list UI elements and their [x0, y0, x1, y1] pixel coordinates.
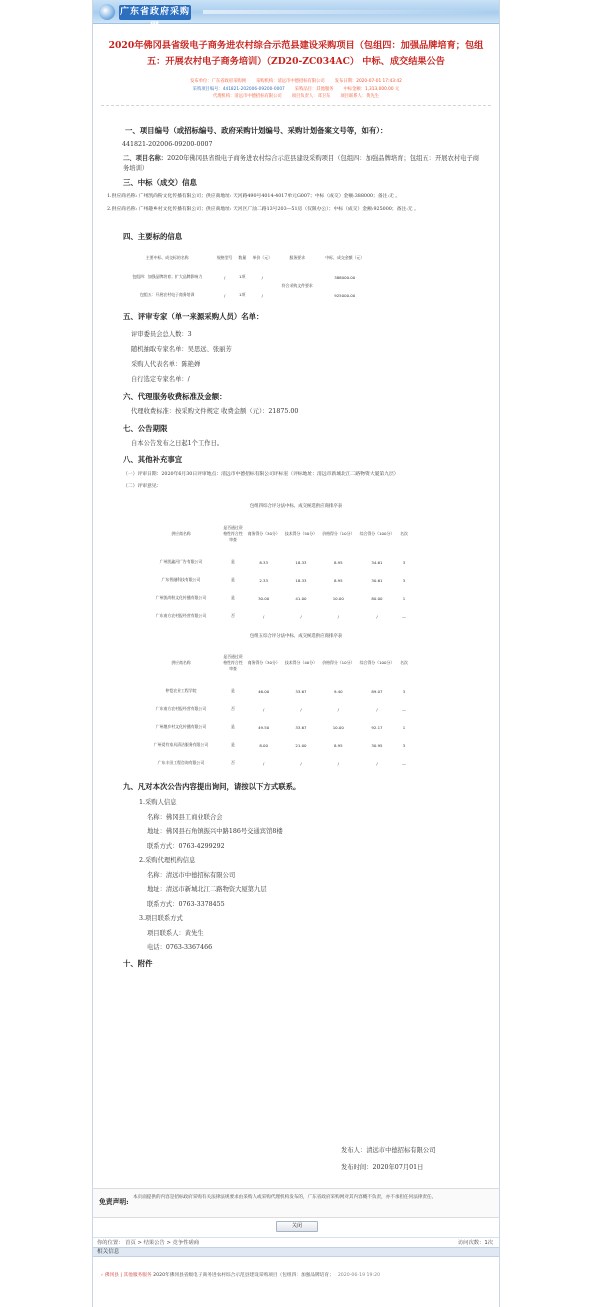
page-title: 2020年佛冈县省级电子商务进农村综合示范县建设采购项目（包组四：加强品牌培育；包组五：开展农村电子商务培训）（ZD20-ZC034AC） 中标、成交结果公告	[108, 40, 484, 67]
section9-heading: 九、凡对本次公告内容提出询问，请按以下方式联系。	[123, 782, 301, 791]
signature: 发布人：清远市中德招标有限公司 发布时间：2020年07月01日	[341, 1147, 436, 1171]
divider	[101, 105, 491, 106]
main-items-table: 主要中标、成交标的名称 规格型号 数量 单价（元） 服务要求 中标、成交金额（元） 包组四：加强品牌培育；扩大品牌影响力 / 1项 / 符合采购文件要求 388000.00 包组五：开展农村电子商务培训 / 1项 / 925000.00	[121, 248, 371, 304]
disclaimer	[93, 1188, 499, 1218]
close-button[interactable]: 关闭	[276, 1221, 318, 1232]
package5-ranking-table: 供应商名称 是否通过资格性符合性审查 商务得分（30分） 技术得分（40分） 价格得分（10分） 综合得分（100分） 名次 仲恺农业工程学院 是 46.00 33.67 9.40 89.07 3 广东南方农村报经营有限公司 否 / / / / — 广州趣乡村文化传播有限公司 是 49.50 33.67 10.00 92.17 1 广州爱有家具清洁服务有限公司 是 8.00 21.00 8.95 30.95 3 广东丰田工程咨询有限公司 否 / / / / —	[141, 644, 411, 772]
breadcrumb-text[interactable]: 你的位置： 首页 > 结果公告 > 竞争性磋商	[97, 1240, 200, 1246]
table-row: 广州凯鑫河广告有限公司 是 8.33 18.33 8.95 34.61 3	[159, 559, 406, 565]
project-number: 441821-202006-09200-0007	[122, 140, 213, 148]
section7-heading: 七、公告期限	[123, 423, 168, 433]
agency-fee: 代理收费标准：按采购文件规定 收费金额（元）：21875.00	[131, 408, 299, 415]
table-row: 广州趣乡村文化传播有限公司 是 49.50 33.67 10.00 92.17 1	[155, 724, 406, 730]
table-row: 广东南方农村报经营有限公司 否 / / / / —	[155, 706, 406, 712]
related-item-tag[interactable]: 佛冈县 | 其他服务服务	[104, 1273, 152, 1278]
expert-list: 评审委员会总人数：3 随机抽取专家名单：吴思远、张丽芳 采购人代表名单：陈艳婵 自行选定专家名单：/	[131, 331, 232, 383]
meta-info: 发布单位：广东省政府采购网 采购机构：清远市中德招标有限公司 发布日期：2020-07-01 17:43:42 采购项目编号：441821-202006-09200-0007 采购品目：其他服务 中标金额：1,313,000.00 元 代理机构：清远市中德招标有限公司 项目负责人：邓卫东 项目联系人：黄先生	[190, 79, 402, 99]
site-logo-icon	[99, 4, 115, 20]
table-row: 广东丰田工程咨询有限公司 否 / / / / —	[157, 760, 406, 766]
table-row: 广州凯尚粉文化传播有限公司 是 30.00 41.00 10.00 80.00 1	[155, 595, 406, 601]
review-date: （一）评审日期：2020年6月30日评审地点：清远市中德招标有限公司评标室（评标地址：清远市新城北江二路物资大厦第九层）	[123, 472, 399, 477]
project-name: 2020年佛冈县省级电子商务进农村综合示范县建设采购项目（包组四：加强品牌培育；包组五：开展农村电子商务培训）	[123, 155, 480, 172]
disclaimer-label: 免责声明:	[99, 1198, 129, 1206]
announcement-body	[93, 126, 499, 969]
table4-title: 包组四综合评分法中标、成交候选供应商排序表	[249, 504, 343, 509]
related-item-title[interactable]: 2020年佛冈县省级电子商务进农村综合示范县建设采购项目（包组四：加强品牌培育；	[153, 1273, 334, 1278]
related-item-date: 2020-06-19 19:20	[337, 1273, 381, 1278]
package4-ranking-table: 供应商名称 是否通过资格性符合性审查 商务得分（30分） 技术得分（50分） 价格得分（10分） 综合得分（100分） 名次 广州凯鑫河广告有限公司 是 8.33 18.33 8.95 34.61 3 广东智融科技有限公司 是 2.33 18.33 8.95 30.61 3 广州凯尚粉文化传播有限公司 是 30.00 41.00 10.00 80.00 1 广东南方农村报经营有限公司 否 / / / / —	[141, 515, 411, 625]
section6-heading: 六、代理服务收费标准及金额：	[123, 392, 227, 401]
disclaimer-text: 本页面提供的内容是招标政府采购有关法律法规要求由采购人或采购代理机构发布的，广东省政府采购网对其内容概不负责，亦不承担任何法律责任。	[133, 1195, 437, 1200]
section8-heading: 八、其他补充事宜	[123, 455, 183, 464]
section4-heading: 四、主要标的信息	[123, 232, 183, 241]
visit-count: 访问次数：1次	[457, 1240, 493, 1246]
document-frame	[92, 0, 500, 1307]
breadcrumb	[93, 1237, 499, 1247]
section3-heading: 三、中标（成交）信息	[123, 178, 197, 187]
section2-heading: 二、项目名称：	[123, 155, 168, 162]
section1-heading: 一、项目编号（或招标编号、政府采购计划编号、采购计划备案文号等，如有）：	[125, 125, 388, 135]
contact-info: 1.采购人信息 名称：佛冈县工商业联合会 地址：佛冈县石角镇振兴中路186号交通宾馆8楼 联系方式：0763-4299292 2.采购代理机构信息 名称：清远市中德招标有限公司 地址：清远市新城北江二路物资大厦第九层 联系方式：0763-3378455 3.项目联系方式 项目联系人：黄先生 电话：0763-3367466	[139, 799, 283, 951]
section10-heading: 十、附件	[123, 958, 153, 968]
table-row: 包组五：开展农村电子商务培训 / 1项 / 925000.00	[139, 292, 356, 298]
section5-heading: 五、评审专家（单一来源采购人员）名单：	[123, 312, 264, 321]
notice-period: 自本公告发布之日起1个工作日。	[131, 439, 224, 447]
winner-2: 2.供应商名称: 广州趣乡村文化传播有限公司；供应商地址: 天河区广汕二路13号203—51房（仅限办公）；中标（成交）金额:925000；备注:无 。	[107, 207, 419, 212]
site-brand[interactable]: 广东省政府采购网	[119, 7, 190, 32]
table-row: 广东南方农村报经营有限公司 否 / / / / —	[155, 613, 406, 619]
table-row: 广州爱有家具清洁服务有限公司 是 8.00 21.00 8.95 30.95 3	[153, 742, 406, 748]
site-banner	[93, 0, 499, 32]
related-info-header: 相关信息	[93, 1247, 499, 1257]
related-item[interactable]	[93, 1272, 499, 1278]
table5-title: 包组五综合评分法中标、成交候选供应商排序表	[249, 634, 343, 639]
table-row: 仲恺农业工程学院 是 46.00 33.67 9.40 89.07 3	[165, 688, 406, 694]
table-row: 包组四：加强品牌培育；扩大品牌影响力 / 1项 / 符合采购文件要求 388000.00	[132, 274, 356, 288]
table-row: 广东智融科技有限公司 是 2.33 18.33 8.95 30.61 3	[161, 577, 406, 583]
winner-1: 1.供应商名称: 广州凯尚粉文化传播有限公司；供应商地址: 天河路490号4014-4017单元G007；中标（成交）金额:388000；备注:无 。	[107, 194, 401, 199]
arrow-icon: ›	[101, 1273, 103, 1278]
review-opinion: （二）评审意见：	[123, 484, 162, 489]
